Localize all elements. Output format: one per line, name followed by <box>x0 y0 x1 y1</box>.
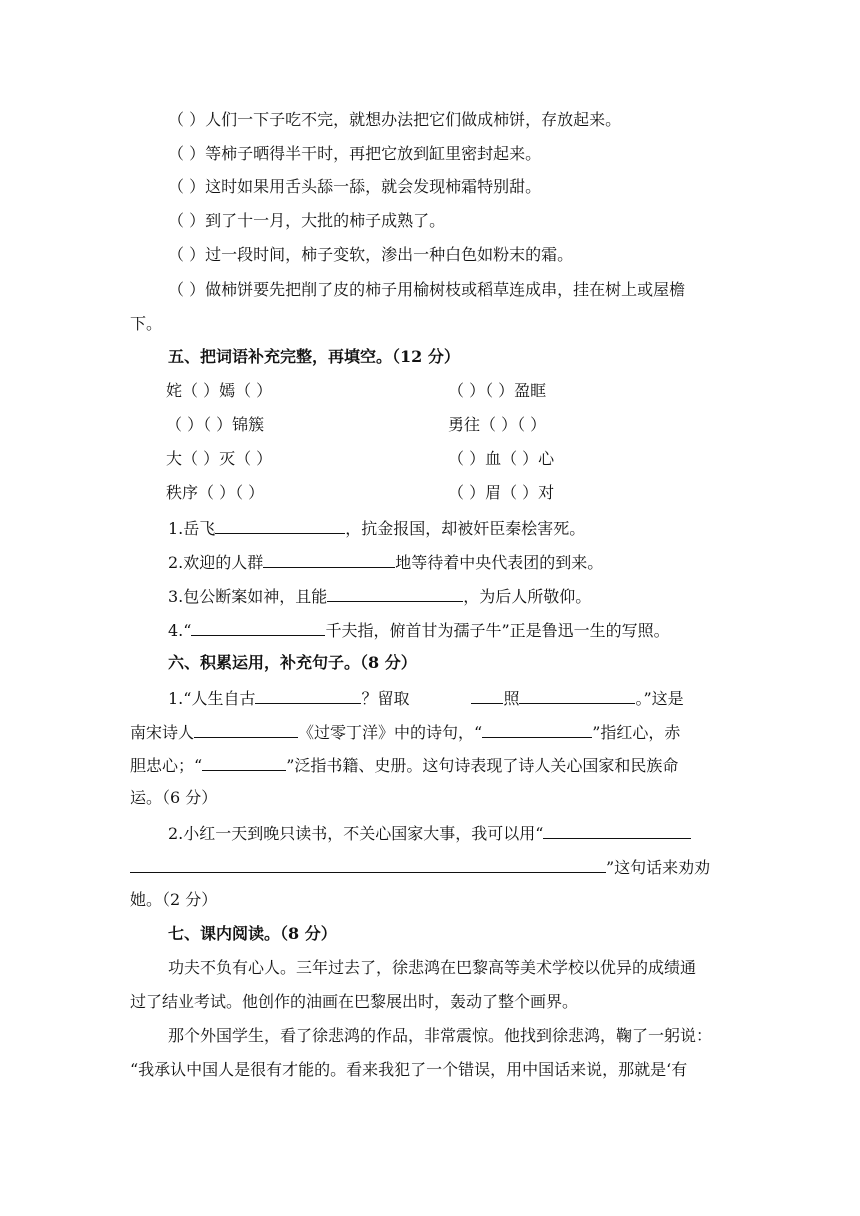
section-6-heading: 六、积累运用，补充句子。（8 分） <box>168 653 417 672</box>
fill-question <box>168 516 585 540</box>
fill-question <box>168 618 670 642</box>
question-text: 2.欢迎的人群 <box>168 553 264 572</box>
reading-text: 功夫不负有心人。三年过去了，徐悲鸿在巴黎高等美术学校以优异的成绩通 <box>168 958 697 977</box>
order-item: （ ）到了十一月，大批的柿子成熟了。 <box>168 211 446 230</box>
question-text: 。”这是 <box>635 689 684 708</box>
question-text: 南宋诗人 <box>130 723 195 742</box>
question-text: 2.小红一天到晚只读书，不关心国家大事，我可以用“ <box>168 824 544 843</box>
question-text: 地等待着中央代表团的到来。 <box>395 553 604 572</box>
answer-blank[interactable] <box>482 720 592 738</box>
idiom-blank-right: 勇往（ ）（ ） <box>448 415 547 434</box>
answer-blank[interactable] <box>215 516 345 534</box>
question-text: 4.“ <box>168 621 192 640</box>
poem-line: 运。（6 分） <box>130 788 218 807</box>
poem-line <box>130 753 678 777</box>
answer-blank[interactable] <box>543 821 691 839</box>
idiom-blank-left: 秩序（ ）（ ） <box>166 483 265 502</box>
idiom-blank-right: （ ）眉（ ）对 <box>448 483 555 502</box>
order-item: （ ）做柿饼要先把削了皮的柿子用榆树枝或稻草连成串，挂在树上或屋檐 <box>168 280 686 299</box>
question-text: 胆忠心；“ <box>130 756 203 775</box>
answer-blank[interactable] <box>327 584 463 602</box>
order-item: （ ）人们一下子吃不完，就想办法把它们做成柿饼，存放起来。 <box>168 110 622 129</box>
answer-blank[interactable] <box>194 720 298 738</box>
idiom-blank-left: （ ）（ ）锦簇 <box>166 415 265 434</box>
answer-blank[interactable] <box>255 686 361 704</box>
answer-blank[interactable] <box>202 753 286 771</box>
question-text: ，抗金报国，却被奸臣秦桧害死。 <box>345 519 586 538</box>
fill-question <box>168 821 691 845</box>
poem-line <box>168 686 684 710</box>
idiom-blank-right: （ ）（ ）盈眶 <box>448 381 547 400</box>
idiom-blank-left: 姹（ ）嫣（ ） <box>166 381 273 400</box>
question-text: 《过零丁洋》中的诗句，“ <box>298 723 483 742</box>
answer-blank[interactable] <box>191 618 325 636</box>
question-text: 照 <box>503 689 520 708</box>
question-text: ？留取 <box>361 689 410 708</box>
question-text: ”泛指书籍、史册。这句诗表现了诗人关心国家和民族命 <box>286 756 679 775</box>
question-text: 3.包公断案如神，且能 <box>168 587 328 606</box>
section-5-heading: 五、把词语补充完整，再填空。（12 分） <box>168 347 460 366</box>
fill-question: 她。（2 分） <box>130 890 218 909</box>
question-text: ”指红心，赤 <box>592 723 681 742</box>
answer-blank[interactable] <box>471 686 503 704</box>
question-text: ，为后人所敬仰。 <box>463 587 592 606</box>
answer-blank[interactable] <box>130 855 606 873</box>
fill-question <box>168 584 591 608</box>
reading-text: 过了结业考试。他创作的油画在巴黎展出时，轰动了整个画界。 <box>130 992 579 1011</box>
question-text: 1.岳飞 <box>168 519 216 538</box>
answer-blank[interactable] <box>519 686 635 704</box>
idiom-blank-right: （ ）血（ ）心 <box>448 449 555 468</box>
order-item: （ ）过一段时间，柿子变软，渗出一种白色如粉末的霜。 <box>168 245 574 264</box>
question-text: 1.“人生自古 <box>168 689 256 708</box>
fill-question <box>130 855 710 879</box>
answer-blank[interactable] <box>263 550 395 568</box>
reading-text: 那个外国学生，看了徐悲鸿的作品，非常震惊。他找到徐悲鸿，鞠了一躬说： <box>168 1026 713 1045</box>
order-item-continuation: 下。 <box>130 314 163 333</box>
poem-line <box>130 720 680 744</box>
idiom-blank-left: 大（ ）灭（ ） <box>166 449 273 468</box>
order-item: （ ）等柿子晒得半干时，再把它放到缸里密封起来。 <box>168 144 542 163</box>
question-text: ”这句话来劝劝 <box>606 858 711 877</box>
reading-text: “我承认中国人是很有才能的。看来我犯了一个错误，用中国话来说，那就是‘有 <box>130 1060 688 1079</box>
question-text: 千夫指，俯首甘为孺子牛”正是鲁迅一生的写照。 <box>325 621 670 640</box>
fill-question <box>168 550 603 574</box>
section-7-heading: 七、课内阅读。（8 分） <box>168 924 337 943</box>
order-item: （ ）这时如果用舌头舔一舔，就会发现柿霜特别甜。 <box>168 177 542 196</box>
